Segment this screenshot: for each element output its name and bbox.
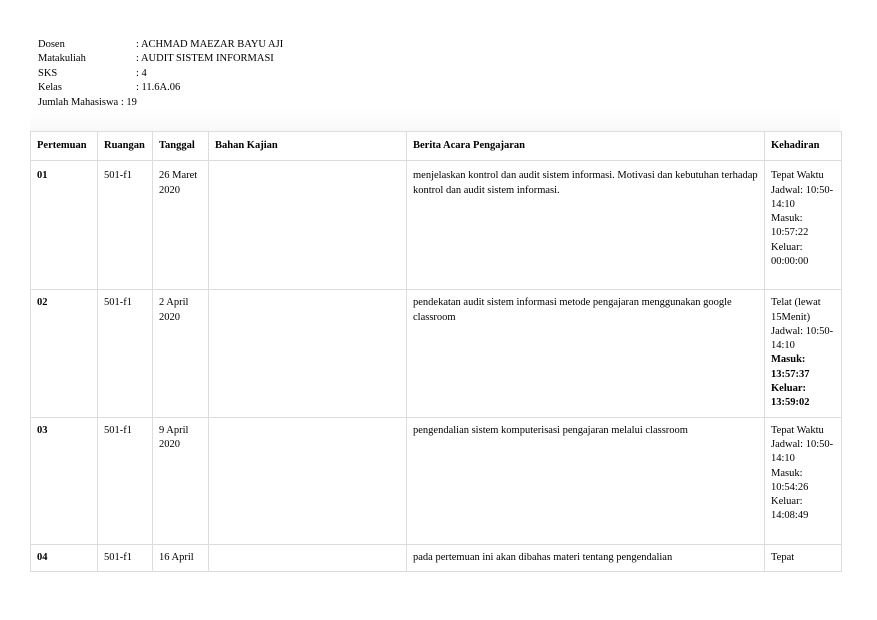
table-top-band [30,109,840,131]
kehadiran-keluar: Keluar: 00:00:00 [771,241,809,268]
kehadiran-jadwal: Jadwal: 10:50-14:10 [771,184,834,210]
info-sks-label: SKS [38,67,58,79]
header-kehadiran: Kehadiran [765,132,842,161]
header-berita-acara: Berita Acara Pengajaran [407,132,765,161]
cell-bahan-kajian [209,290,407,417]
kehadiran-jadwal: Jadwal: 10:50-14:10 [771,438,834,465]
table-header-row [31,132,842,161]
cell-ruangan: 501-f1 [98,417,153,544]
cell-pertemuan: 02 [31,290,98,417]
info-matakuliah [38,52,283,66]
info-sks-value: : 4 [136,67,147,79]
cell-berita-acara: pengendalian sistem komputerisasi pengajaran melalui classroom [407,417,765,544]
header-ruangan: Ruangan [98,132,153,161]
cell-ruangan: 501-f1 [98,161,153,290]
header-tanggal: Tanggal [153,132,209,161]
info-sks [38,67,283,81]
attendance-table [30,131,842,572]
cell-kehadiran [765,290,842,417]
cell-ruangan: 501-f1 [98,290,153,417]
kehadiran-masuk: Masuk: 10:54:26 [771,467,809,493]
cell-kehadiran [765,544,842,571]
cell-bahan-kajian [209,161,407,290]
cell-berita-acara: pada pertemuan ini akan dibahas materi tentang pengendalian [407,544,765,571]
table-row [31,161,842,290]
table-row [31,544,842,571]
cell-tanggal: 2 April 2020 [153,290,209,417]
cell-kehadiran [765,417,842,544]
kehadiran-masuk: Masuk: 10:57:22 [771,213,809,239]
info-dosen-label: Dosen [38,39,65,50]
info-jumlah-mahasiswa-label: Jumlah Mahasiswa [38,96,119,108]
cell-tanggal: 9 April 2020 [153,417,209,544]
cell-pertemuan: 04 [31,544,98,571]
info-matakuliah-value: : AUDIT SISTEM INFORMASI [136,53,274,65]
header-bahan-kajian: Bahan Kajian [209,132,407,161]
cell-tanggal: 16 April [153,544,209,571]
course-info [38,38,283,110]
info-kelas [38,81,283,95]
kehadiran-masuk: Masuk: 13:57:37 [771,354,810,380]
cell-bahan-kajian [209,544,407,571]
cell-berita-acara: menjelaskan kontrol dan audit sistem informasi. Motivasi dan kebutuhan terhadap kontrol dan audit sistem informasi. [407,161,765,290]
info-dosen-value: : ACHMAD MAEZAR BAYU AJI [136,39,284,50]
info-jumlah-mahasiswa-value: : 19 [120,96,137,108]
table-row [31,417,842,544]
info-matakuliah-label: Matakuliah [38,53,86,65]
kehadiran-keluar: Keluar: 13:59:02 [771,383,810,409]
kehadiran-status: Tepat [771,551,795,563]
kehadiran-jadwal: Jadwal: 10:50-14:10 [771,325,834,352]
info-dosen [38,38,283,52]
kehadiran-status: Tepat Waktu [771,170,824,182]
info-kelas-value: : 11.6A.06 [136,82,181,94]
header-pertemuan: Pertemuan [31,132,98,161]
kehadiran-status: Tepat Waktu [771,424,824,436]
cell-pertemuan: 01 [31,161,98,290]
kehadiran-status: Telat (lewat 15Menit) [771,297,821,323]
cell-berita-acara: pendekatan audit sistem informasi metode pengajaran menggunakan google classroom [407,290,765,417]
cell-pertemuan: 03 [31,417,98,544]
info-kelas-label: Kelas [38,82,62,94]
kehadiran-keluar: Keluar: 14:08:49 [771,496,809,522]
table-row [31,290,842,417]
cell-ruangan: 501-f1 [98,544,153,571]
info-jumlah-mahasiswa [38,96,283,110]
cell-tanggal: 26 Maret 2020 [153,161,209,290]
cell-kehadiran [765,161,842,290]
cell-bahan-kajian [209,417,407,544]
